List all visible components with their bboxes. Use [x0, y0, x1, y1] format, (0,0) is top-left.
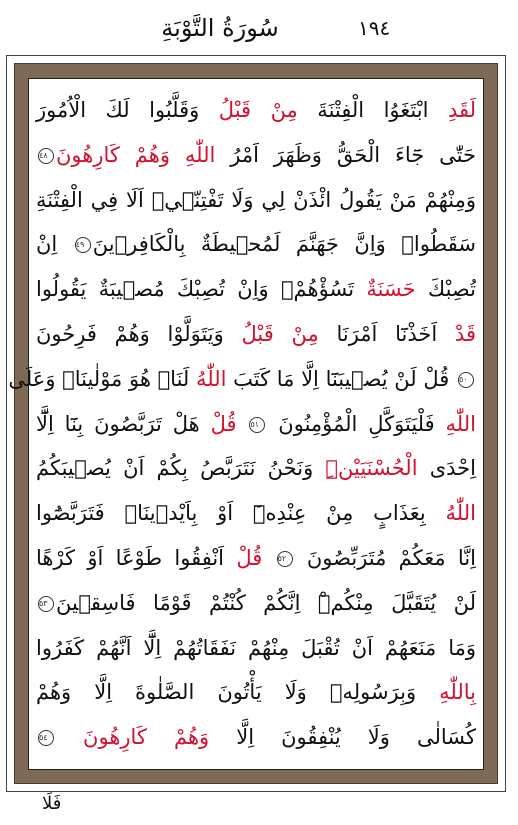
catchword: فَلَا [42, 793, 62, 814]
verse-text: فَلْيَتَوَكَّلِ الْمُؤْمِنُونَ [267, 411, 446, 436]
highlighted-text: اللّٰهِ [445, 411, 476, 436]
text-line [36, 178, 476, 222]
text-line [36, 222, 476, 266]
highlighted-text: قُلْ [210, 411, 248, 436]
text-line [36, 670, 476, 714]
verse-text: وَمَا مَنَعَهُمْ اَنْ تُقْبَلَ مِنْهُمْ نَفَقَاتُهُمْ اِلَّٓا اَنَّهُمْ كَفَرُوا [36, 635, 476, 660]
verse-text: وَيَتَوَلَّوْا وَهُمْ فَرِحُونَ [36, 322, 242, 346]
verse-text: سَقَطُواۜ وَاِنَّ جَهَنَّمَ لَمُح۪يطَةٌ بِالْكَافِر۪ينَ [92, 232, 476, 257]
highlighted-text: قَدْ [454, 322, 476, 346]
quran-text-block [8, 88, 477, 760]
highlighted-text: مِنْ قَبْلُ [218, 98, 298, 122]
surah-title: سُورَةُ التَّوْبَةِ [161, 14, 279, 42]
verse-text: حَتّٰى جَٓاءَ الْحَقُّ وَظَهَرَ اَمْرُ [215, 142, 477, 167]
text-line [8, 357, 476, 401]
highlighted-text: قُلْ [236, 546, 275, 570]
verse-text: وَنَحْنُ نَتَرَبَّصُ بِكُمْ اَنْ يُص۪يبَكُمُ [36, 456, 326, 481]
verse-text: تَسُؤْهُمْۚ وَاِنْ تُصِبْكَ مُص۪يبَةٌ يَقُولُوا [36, 277, 367, 302]
text-line [36, 715, 476, 759]
verse-text: اَخَذْنَٓا اَمْرَنَا [318, 322, 455, 346]
highlighted-text: لَقَدِ [447, 98, 476, 122]
ayah-number-marker: ٥٣ [38, 596, 54, 612]
verse-text [56, 725, 83, 749]
ayah-number-marker: ٥٠ [458, 372, 474, 388]
text-line [36, 133, 476, 177]
text-line [36, 626, 476, 670]
ayah-number-marker: ٥١ [249, 417, 265, 433]
verse-text: وَبِرَسُولِه۪ وَلَا يَأْتُونَ الصَّلٰوةَ اِلَّا وَهُمْ [36, 680, 440, 705]
text-line [36, 491, 476, 535]
text-line [36, 267, 476, 311]
text-line [36, 402, 476, 446]
verse-text: اِنَّا مَعَكُمْ مُتَرَبِّصُونَ [294, 546, 476, 570]
highlighted-text: حَسَنَةٌ [366, 277, 416, 302]
text-line [36, 88, 476, 132]
highlighted-text: اللّٰهُ [445, 501, 476, 526]
verse-text: اِحْدَى [417, 456, 476, 481]
verse-text: اِنْ [36, 232, 73, 257]
highlighted-text: اللّٰهِ وَهُمْ كَارِهُونَ [56, 142, 216, 167]
ayah-number-marker: ٥٤ [38, 730, 54, 746]
verse-text: لَنَاۚ هُوَ مَوْلٰينَاۚ وَعَلَى [8, 366, 196, 391]
ayah-number-marker: ٤٩ [75, 237, 91, 253]
text-line [36, 446, 476, 490]
highlighted-text: وَهُمْ كَارِهُونَ [83, 725, 210, 750]
page-header [0, 14, 518, 54]
verse-text: وَقَلَّبُوا لَكَ الْاُمُورَ [36, 98, 219, 122]
verse-text: هَلْ تَرَبَّصُونَ بِنَٓا اِلَّٓا [36, 411, 211, 436]
highlighted-text: الْحُسْنَيَيْنِۜ [325, 456, 418, 481]
verse-text: قُلْ لَنْ يُص۪يبَنَٓا اِلَّا مَا كَتَبَ [226, 366, 456, 391]
page-number: ١٩٤ [358, 16, 391, 40]
text-line [36, 312, 476, 356]
ayah-number-marker: ٥٢ [277, 551, 293, 567]
verse-text: كُسَالٰى وَلَا يُنْفِقُونَ اِلَّا [209, 725, 476, 750]
text-line [36, 536, 476, 580]
verse-text: تُصِبْكَ [415, 277, 476, 302]
text-line [36, 581, 476, 625]
highlighted-text: اللّٰهُ [196, 366, 227, 391]
highlighted-text: مِنْ قَبْلُ [241, 322, 319, 346]
verse-text: بِعَذَابٍ مِنْ عِنْدِه۪ٓ اَوْ بِاَيْد۪ينَاۘ فَتَرَبَّصُٓوا [36, 501, 446, 526]
verse-text: ابْتَغَوُا الْفِتْنَةَ [297, 98, 448, 122]
verse-text: اَنْفِقُوا طَوْعًا اَوْ كَرْهًا [36, 546, 237, 570]
highlighted-text: بِاللّٰهِ [439, 680, 476, 705]
verse-text: وَمِنْهُمْ مَنْ يَقُولُ ائْذَنْ لِي وَلَا تَفْتِنّ۪يۜ اَلَا فِي الْفِتْنَةِ [36, 187, 476, 212]
ayah-number-marker: ٤٨ [38, 148, 54, 164]
verse-text: لَنْ يُتَقَبَّلَ مِنْكُمْۜ اِنَّكُمْ كُنْتُمْ قَوْمًا فَاسِق۪ينَ [56, 590, 476, 615]
